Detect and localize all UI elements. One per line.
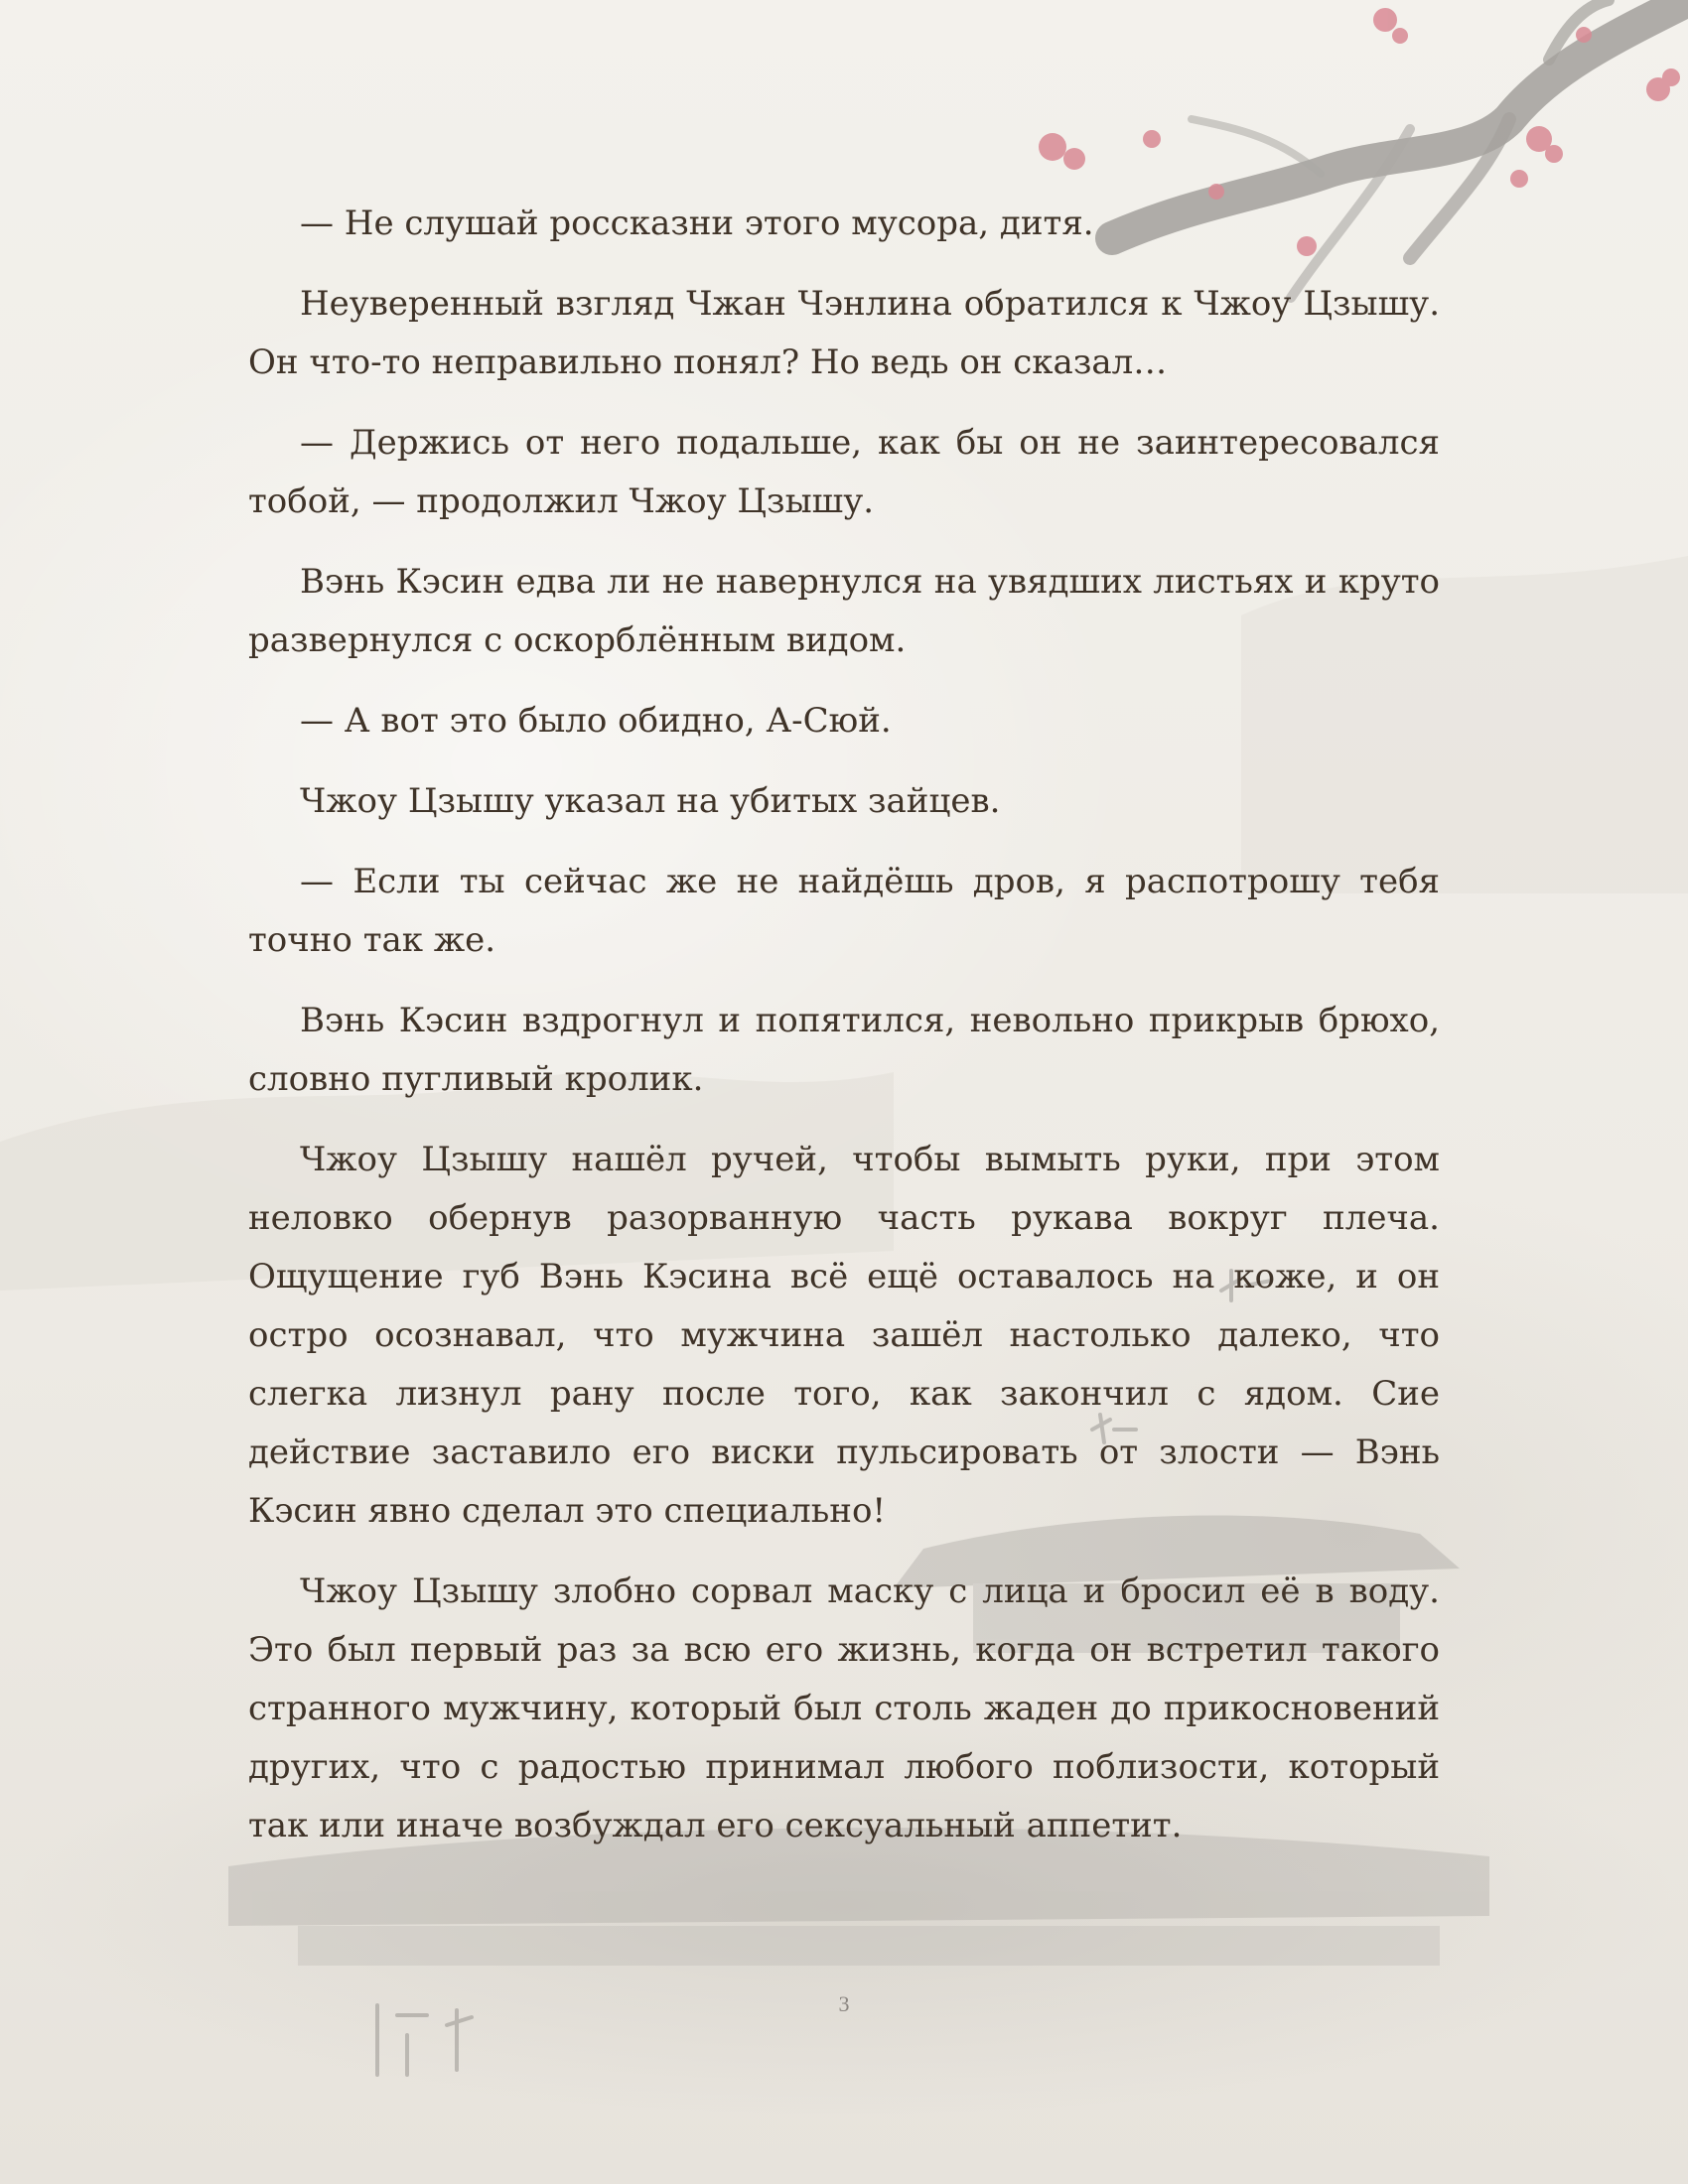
- blossom: [1545, 145, 1563, 163]
- blossom: [1576, 27, 1592, 43]
- paragraph: Чжоу Цзышу указал на убитых зайцев.: [300, 781, 1001, 821]
- page-number: 3: [838, 1991, 850, 2016]
- paragraph: Вэнь Кэсин вздрогнул и попятился, невольно прикрыв брюхо, словно пугливый кролик.: [248, 1001, 1440, 1099]
- paragraph: — Если ты сейчас же не найдёшь дров, я распотрошу тебя точно так же.: [248, 862, 1440, 960]
- paragraph: — А вот это было обидно, А-Сюй.: [300, 701, 892, 741]
- blossom: [1373, 8, 1397, 32]
- paragraph: Вэнь Кэсин едва ли не навернулся на увядших листьях и круто развернулся с оскорблённым видом.: [248, 562, 1440, 660]
- paragraph: — Держись от него подальше, как бы он не заинтересовался тобой, — продолжил Чжоу Цзышу.: [248, 423, 1440, 521]
- paragraph: Чжоу Цзышу нашёл ручей, чтобы вымыть руки, при этом неловко обернув разорванную часть рукава вокруг плеча. Ощущение губ Вэнь Кэсина всё ещё оставалось на коже, и он остро осознавал, что мужчина зашёл настолько далеко, что слегка лизнул рану после того, как закончил с ядом. Сие действие заставило его виски пульсировать от злости — Вэнь Кэсин явно сделал это специально!: [248, 1140, 1440, 1531]
- blossom: [1039, 133, 1066, 161]
- blossom: [1143, 130, 1161, 148]
- blossom: [1662, 68, 1680, 86]
- chapter-text: [248, 195, 1440, 1877]
- blossom: [1063, 148, 1085, 170]
- paragraph: Чжоу Цзышу злобно сорвал маску с лица и бросил её в воду. Это был первый раз за всю его жизнь, когда он встретил такого странного мужчину, который был столь жаден до прикосновений других, что с радостью принимал любого поблизости, который так или иначе возбуждал его сексуальный аппетит.: [248, 1571, 1440, 1845]
- blossom: [1510, 170, 1528, 188]
- paragraph: — Не слушай россказни этого мусора, дитя.: [300, 204, 1094, 243]
- blossom: [1392, 28, 1408, 44]
- paragraph: Неуверенный взгляд Чжан Чэнлина обратился к Чжоу Цзышу. Он что-то неправильно понял? Но ведь он сказал…: [248, 284, 1440, 382]
